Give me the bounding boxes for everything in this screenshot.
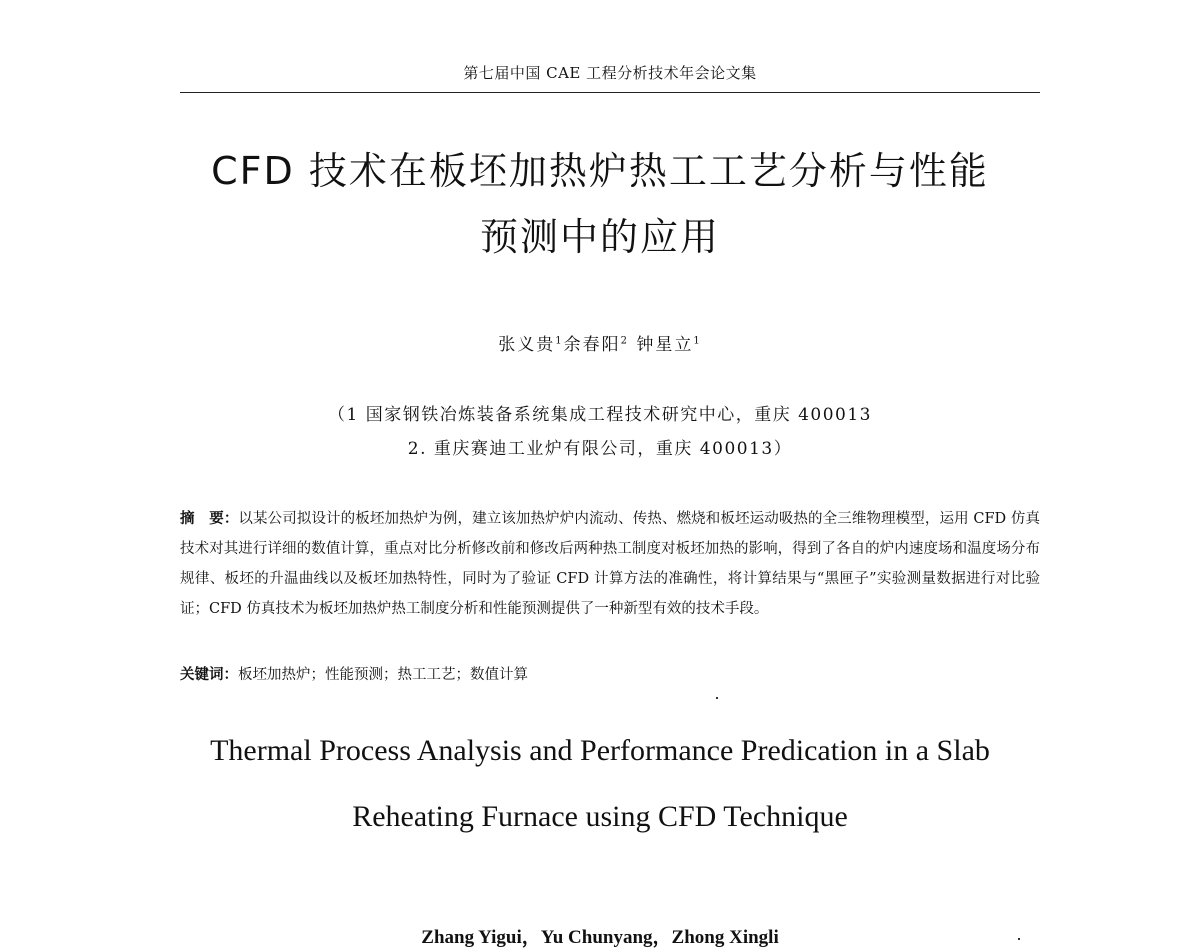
abstract-label: 摘 要： xyxy=(180,510,239,527)
keywords-text: 板坯加热炉；性能预测；热工工艺；数值计算 xyxy=(238,667,528,683)
scan-speck xyxy=(716,697,718,699)
author-2-name: 余春阳 xyxy=(563,335,621,355)
authors-en: Zhang Yigui，Yu Chunyang，Zhong Xingli xyxy=(421,927,779,948)
author-2-affil-mark: 2 xyxy=(620,335,629,347)
author-3-affil-mark: 1 xyxy=(693,335,702,347)
author-3-name: 钟星立 xyxy=(636,335,694,355)
keywords xyxy=(180,660,1040,690)
title-zh-line-2: 预测中的应用 xyxy=(479,215,720,259)
keywords-label: 关键词： xyxy=(180,666,238,683)
header-rule xyxy=(180,92,1040,93)
affiliation-line-2: 2. 重庆赛迪工业炉有限公司，重庆 400013） xyxy=(407,439,793,459)
title-en-line-2: Reheating Furnace using CFD Technique xyxy=(352,800,848,833)
author-1-name: 张义贵 xyxy=(498,335,556,355)
author-1-affil-mark: 1 xyxy=(555,335,564,347)
title-zh-line-1: CFD 技术在板坯加热炉热工工艺分析与性能 xyxy=(211,149,989,193)
title-en-line-1: Thermal Process Analysis and Performance Predication in a Slab xyxy=(210,734,990,767)
scan-speck xyxy=(1018,938,1020,940)
affiliation-line-1: （1 国家钢铁冶炼装备系统集成工程技术研究中心，重庆 400013 xyxy=(327,405,873,425)
abstract xyxy=(180,504,1040,624)
abstract-text: 以某公司拟设计的板坯加热炉为例，建立该加热炉炉内流动、传热、燃烧和板坯运动吸热的全三维物理模型，运用 CFD 仿真技术对其进行详细的数值计算，重点对比分析修改前和修改后两种热工制度对板坯加热的影响，得到了各自的炉内速度场和温度场分布规律、板坯的升温曲线以及板坯加热特性，同时为了验证 CFD 计算方法的准确性，将计算结果与“黑匣子”实验测量数据进行对比验证；CFD 仿真技术为板坯加热炉热工制度分析和性能预测提供了一种新型有效的技术手段。 xyxy=(180,511,1040,617)
authors-zh xyxy=(300,330,900,355)
running-header: 第七届中国 CAE 工程分析技术年会论文集 xyxy=(463,64,757,82)
